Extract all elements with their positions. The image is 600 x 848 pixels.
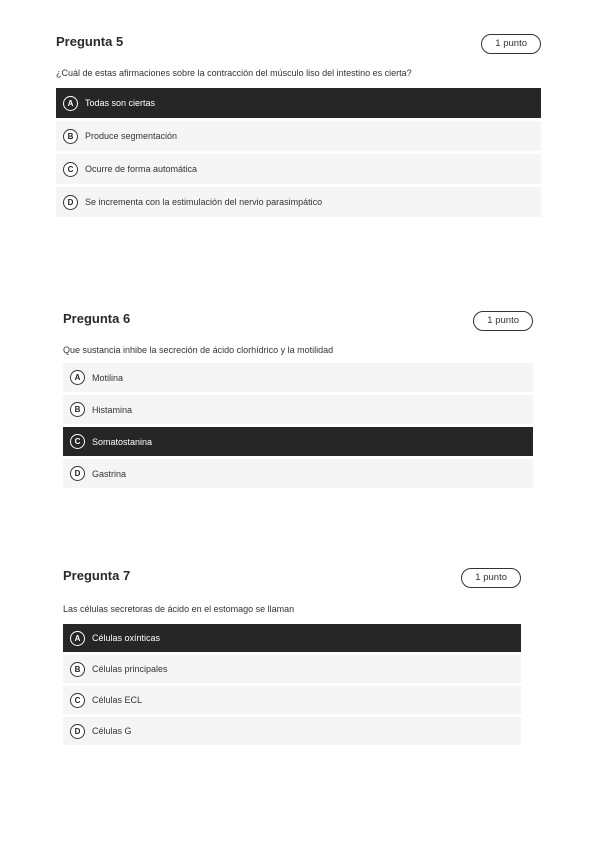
option-label: Somatostanina [92, 436, 153, 447]
option-d[interactable] [63, 717, 521, 745]
question-title: Pregunta 7 [63, 568, 131, 583]
points-badge: 1 punto [481, 34, 541, 54]
option-label: Produce segmentación [85, 131, 178, 141]
question-title: Pregunta 6 [63, 311, 131, 326]
option-letter-d: D [70, 466, 85, 481]
option-label: Todas son ciertas [85, 98, 156, 108]
option-letter-a: A [70, 631, 85, 646]
option-label: Células ECL [92, 695, 143, 705]
option-a[interactable] [63, 624, 521, 652]
option-label: Células principales [92, 664, 168, 674]
option-letter-d: D [63, 195, 78, 210]
option-letter-d: D [70, 724, 85, 739]
option-d[interactable] [56, 187, 541, 217]
option-b[interactable] [63, 655, 521, 683]
option-d[interactable] [63, 459, 533, 488]
option-c[interactable] [63, 686, 521, 714]
option-label: Histamina [92, 404, 133, 415]
option-letter-c: C [70, 434, 85, 449]
question-6 [63, 311, 533, 491]
option-c[interactable] [56, 154, 541, 184]
points-badge: 1 punto [461, 568, 521, 588]
option-label: Se incrementa con la estimulación del nervio parasimpático [85, 197, 323, 207]
option-letter-a: A [70, 370, 85, 385]
question-header [56, 34, 541, 58]
option-letter-b: B [70, 402, 85, 417]
question-5 [56, 34, 541, 220]
question-text: Las células secretoras de ácido en el estomago se llaman [63, 604, 295, 614]
option-a[interactable] [63, 363, 533, 392]
option-label: Células oxínticas [92, 633, 161, 643]
option-b[interactable] [56, 121, 541, 151]
option-letter-c: C [70, 693, 85, 708]
option-label: Células G [92, 726, 132, 736]
question-text: Que sustancia inhibe la secreción de ácido clorhídrico y la motilidad [63, 345, 334, 355]
option-letter-b: B [70, 662, 85, 677]
question-text: ¿Cuál de estas afirmaciones sobre la contracción del músculo liso del intestino es cierta? [56, 68, 412, 78]
option-label: Ocurre de forma automática [85, 164, 198, 174]
option-b[interactable] [63, 395, 533, 424]
option-label: Gastrina [92, 468, 127, 479]
question-header [63, 311, 533, 335]
option-letter-a: A [63, 96, 78, 111]
question-7 [63, 568, 521, 748]
option-letter-c: C [63, 162, 78, 177]
question-header [63, 568, 521, 592]
option-a[interactable] [56, 88, 541, 118]
option-letter-b: B [63, 129, 78, 144]
option-c[interactable] [63, 427, 533, 456]
option-label: Motilina [92, 372, 124, 383]
question-title: Pregunta 5 [56, 34, 124, 49]
points-badge: 1 punto [473, 311, 533, 331]
